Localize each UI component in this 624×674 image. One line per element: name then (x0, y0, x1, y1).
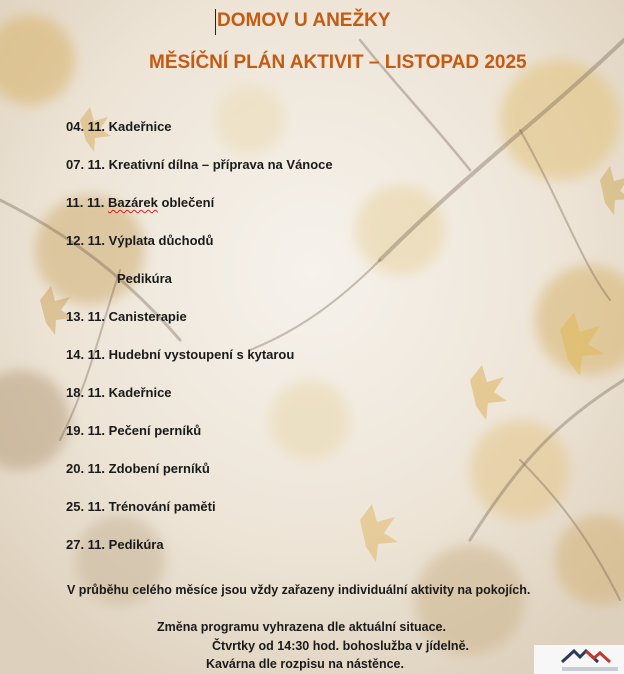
activity-item (66, 309, 187, 324)
plan-subtitle: MĚSÍČNÍ PLÁN AKTIVIT – LISTOPAD 2025 (149, 52, 527, 73)
activity-date: 19. 11. (66, 423, 106, 438)
program-change-note: Změna programu vyhrazena dle aktuální situace. (157, 620, 446, 634)
cafe-note: Kavárna dle rozpisu na nástěnce. (206, 657, 404, 671)
activity-date: 14. 11. (66, 347, 106, 362)
text-cursor (215, 9, 216, 35)
activity-text: oblečení (157, 195, 215, 210)
activity-text: Trénování paměti (108, 499, 216, 514)
activity-item (66, 461, 210, 476)
house-roof-logo-icon (534, 645, 624, 674)
activity-text: Kreativní dílna – příprava na Vánoce (108, 157, 333, 172)
activity-text: Pečení perníků (108, 423, 202, 438)
activity-item (66, 233, 213, 248)
spellcheck-word: Bazárek (107, 195, 158, 210)
logo (534, 645, 624, 674)
activity-item (66, 537, 164, 552)
activity-text: Výplata důchodů (108, 233, 214, 248)
activity-text: Pedikúra (108, 537, 164, 552)
activity-item (66, 195, 214, 210)
activity-date: 18. 11. (66, 385, 106, 400)
activity-text: Zdobení perníků (108, 461, 210, 476)
activity-item (117, 271, 172, 286)
activity-item (66, 499, 216, 514)
activity-text: Kadeřnice (108, 119, 172, 134)
activity-date: 25. 11. (66, 499, 106, 514)
activity-date: 11. 11. (66, 195, 105, 210)
activity-text: Canisterapie (108, 309, 187, 324)
individual-activities-note: V průběhu celého měsíce jsou vždy zařazeny individuální aktivity na pokojích. (67, 583, 531, 597)
activity-item (66, 347, 294, 362)
activity-text: Hudební vystoupení s kytarou (108, 347, 295, 362)
activity-date: 27. 11. (66, 537, 106, 552)
activity-item (66, 119, 172, 134)
activity-date: 20. 11. (66, 461, 106, 476)
activity-item (66, 385, 172, 400)
activity-date: 04. 11. (66, 119, 106, 134)
activity-date: 13. 11. (66, 309, 106, 324)
activity-date: 12. 11. (66, 233, 106, 248)
activity-item (66, 423, 201, 438)
activity-date: 07. 11. (66, 157, 106, 172)
activity-text: Kadeřnice (108, 385, 172, 400)
home-title: DOMOV U ANEŽKY (217, 10, 391, 31)
activity-item (66, 157, 333, 172)
activity-text: Pedikúra (117, 271, 172, 286)
mass-note: Čtvrtky od 14:30 hod. bohoslužba v jídelně. (212, 639, 469, 653)
